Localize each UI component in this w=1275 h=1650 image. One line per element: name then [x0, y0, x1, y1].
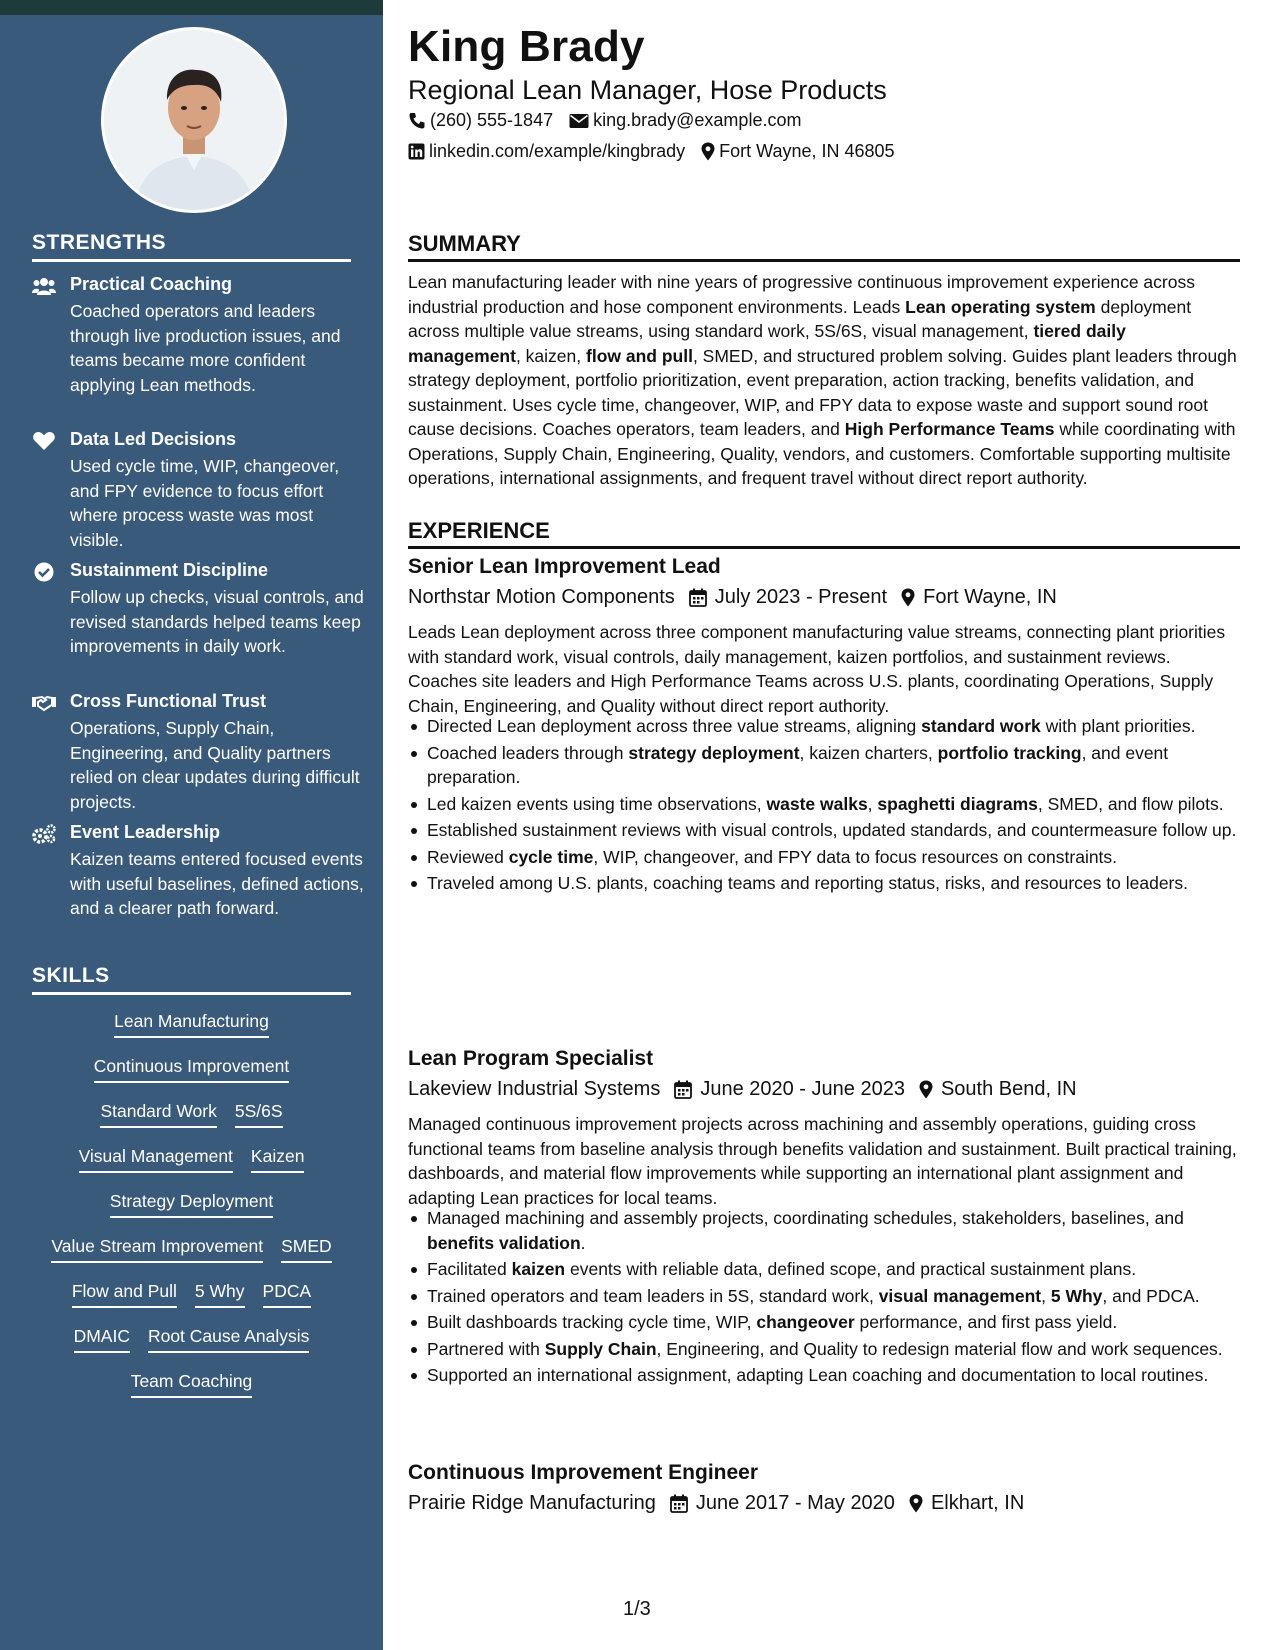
- summary-rule: [408, 259, 1240, 262]
- emphasis-text: strategy deployment: [628, 742, 800, 763]
- bullet-item: [408, 1284, 1240, 1309]
- text-run: , Engineering, and Quality to redesign material flow and work sequences.: [656, 1338, 1223, 1359]
- skill-tag: Standard Work: [100, 1100, 216, 1128]
- skill-row: [32, 1010, 351, 1055]
- bullet-item: [408, 1310, 1240, 1335]
- strength-desc: Operations, Supply Chain, Engineering, and Quality partners relied on clear updates during difficult projects.: [70, 718, 360, 812]
- emphasis-text: 5 Why: [1050, 1285, 1103, 1306]
- map-pin-icon: [919, 1080, 933, 1099]
- email-link[interactable]: king.brady@example.com: [593, 110, 802, 130]
- emphasis-text: tiered daily management: [408, 321, 1126, 366]
- emphasis-text: Supply Chain: [544, 1338, 657, 1359]
- gears-icon: [32, 824, 56, 844]
- text-run: Traveled among U.S. plants, coaching teams and reporting status, risks, and resources to leaders.: [427, 873, 1188, 893]
- text-run: performance, and first pass yield.: [854, 1312, 1118, 1332]
- text-run: Facilitated: [427, 1259, 512, 1279]
- company-name: Northstar Motion Components: [408, 586, 675, 608]
- text-run: ,: [867, 793, 878, 814]
- job-meta: [408, 586, 1057, 609]
- strength-desc: Coached operators and leaders through live production issues, and teams became more confident applying Lean methods.: [70, 301, 341, 395]
- bullet-item: [408, 871, 1240, 896]
- emphasis-text: spaghetti diagrams: [877, 793, 1038, 814]
- job-summary: Leads Lean deployment across three component manufacturing value streams, connecting plant priorities with standard work, visual controls, daily management, kaizen portfolios, and sustainment reviews. Coaches site leaders and High Performance Teams across U.S. plants, coordinating Operations, Supply Chain, Engineering, and Quality without direct report authority.: [408, 622, 1226, 716]
- candidate-name: King Brady: [408, 22, 645, 71]
- bullet-item: [408, 792, 1240, 817]
- strength-title: Event Leadership: [70, 822, 221, 842]
- strength-desc: Used cycle time, WIP, changeover, and FPY evidence to focus effort where process waste was most visible.: [70, 456, 340, 550]
- emphasis-text: benefits validation: [427, 1232, 581, 1253]
- skill-row: [32, 1325, 351, 1370]
- top-accent-bar: [0, 0, 383, 15]
- skill-row: [32, 1370, 351, 1415]
- company-name: Lakeview Industrial Systems: [408, 1078, 661, 1100]
- text-run: Reviewed: [427, 846, 509, 867]
- skill-tag: 5S/6S: [235, 1100, 283, 1128]
- calendar-icon: [670, 1494, 688, 1513]
- experience-rule: [408, 546, 1240, 549]
- users-icon: [32, 276, 56, 296]
- job-meta: [408, 1492, 1024, 1515]
- skill-row: [32, 1190, 351, 1235]
- text-run: , and event preparation.: [427, 742, 1169, 787]
- phone-text[interactable]: (260) 555-1847: [430, 110, 554, 130]
- job-position-title: Lean Program Specialist: [408, 1047, 654, 1070]
- job-meta: [408, 1078, 1077, 1101]
- job-dates: July 2023 - Present: [714, 586, 888, 608]
- text-run: Established sustainment reviews with visual controls, updated standards, and countermeasure follow up.: [427, 820, 1237, 840]
- skill-tag: Lean Manufacturing: [114, 1010, 269, 1038]
- strengths-rule: [32, 259, 351, 262]
- skill-row: [32, 1280, 351, 1325]
- skills-rule: [32, 992, 351, 995]
- strength-title: Cross Functional Trust: [70, 691, 267, 711]
- skill-row: [32, 1055, 351, 1100]
- job-position-title: Continuous Improvement Engineer: [408, 1461, 759, 1484]
- text-run: Directed Lean deployment across three value streams, aligning: [427, 716, 922, 736]
- job-bullets: [408, 1206, 1240, 1390]
- map-pin-icon: [901, 588, 915, 607]
- job-summary: Managed continuous improvement projects across machining and assembly operations, guiding cross functional teams from baseline analysis through benefits validation and sustainment. Built practical training, dashboards, and material flow improvements while supporting an international plant assignment and adapting Lean practices for local teams.: [408, 1114, 1237, 1208]
- check-circle-icon: [32, 562, 56, 582]
- phone-icon: [408, 112, 426, 130]
- skill-tag: Flow and Pull: [72, 1280, 177, 1308]
- skill-row: [32, 1145, 351, 1190]
- bullet-item: [408, 741, 1240, 790]
- linkedin-link[interactable]: linkedin.com/example/kingbrady: [429, 141, 686, 161]
- skill-tag: Value Stream Improvement: [51, 1235, 263, 1263]
- bullet-item: [408, 1337, 1240, 1362]
- bullet-item: [408, 1206, 1240, 1255]
- emphasis-text: High Performance Teams: [844, 419, 1055, 439]
- handshake-icon: [32, 693, 56, 713]
- job-location: Fort Wayne, IN: [923, 586, 1057, 608]
- skill-tag: Team Coaching: [131, 1370, 253, 1398]
- job-title-headline: Regional Lean Manager, Hose Products: [408, 75, 887, 105]
- text-run: Lean manufacturing leader with nine years of progressive continuous improvement experience across industrial production and hose component environments. Leads: [408, 272, 1195, 317]
- emphasis-text: kaizen: [511, 1259, 566, 1279]
- skill-tag: Kaizen: [251, 1145, 305, 1173]
- strength-desc: Follow up checks, visual controls, and revised standards helped teams keep improvements in daily work.: [70, 587, 364, 656]
- text-run: , kaizen charters,: [799, 742, 938, 763]
- text-run: deployment across multiple value streams, using standard work, 5S/6S, visual management,: [408, 296, 1192, 341]
- skill-tag: PDCA: [263, 1280, 312, 1308]
- map-pin-icon: [701, 142, 715, 161]
- text-run: with plant priorities.: [1040, 716, 1196, 736]
- emphasis-text: changeover: [756, 1312, 855, 1332]
- text-run: Built dashboards tracking cycle time, WIP,: [427, 1312, 757, 1332]
- skill-row: [32, 1100, 351, 1145]
- job-dates: June 2020 - June 2023: [700, 1078, 905, 1100]
- emphasis-text: standard work: [921, 716, 1041, 736]
- skill-tag: DMAIC: [74, 1325, 130, 1353]
- text-run: , kaizen,: [515, 345, 586, 366]
- text-run: , WIP, changeover, and FPY data to focus resources on constraints.: [593, 846, 1118, 867]
- text-run: Supported an international assignment, adapting Lean coaching and documentation to local routines.: [427, 1365, 1209, 1385]
- strength-title: Data Led Decisions: [70, 429, 237, 449]
- location-text: Fort Wayne, IN 46805: [719, 141, 895, 161]
- skill-tag: Strategy Deployment: [110, 1190, 273, 1218]
- text-run: Led kaizen events using time observations,: [427, 793, 767, 814]
- contact-row: [408, 141, 895, 162]
- calendar-icon: [674, 1080, 692, 1099]
- job-dates: June 2017 - May 2020: [695, 1492, 895, 1514]
- bullet-item: [408, 1257, 1240, 1282]
- skill-tag: Continuous Improvement: [94, 1055, 290, 1083]
- strength-title: Sustainment Discipline: [70, 560, 269, 580]
- emphasis-text: Lean operating system: [905, 296, 1096, 317]
- bullet-item: [408, 845, 1240, 870]
- emphasis-text: cycle time: [508, 846, 594, 867]
- skill-tag: Visual Management: [79, 1145, 233, 1173]
- summary-heading: SUMMARY: [408, 231, 521, 256]
- text-run: Trained operators and team leaders in 5S, standard work,: [427, 1285, 879, 1306]
- skill-tag: Root Cause Analysis: [148, 1325, 309, 1353]
- skill-row: [32, 1235, 351, 1280]
- skills-heading: SKILLS: [32, 964, 110, 987]
- contact-row: [408, 110, 801, 131]
- strengths-heading: STRENGTHS: [32, 231, 167, 254]
- envelope-icon: [569, 113, 589, 129]
- emphasis-text: waste walks: [766, 793, 868, 814]
- emphasis-text: portfolio tracking: [937, 742, 1082, 763]
- job-position-title: Senior Lean Improvement Lead: [408, 555, 721, 578]
- company-name: Prairie Ridge Manufacturing: [408, 1492, 656, 1514]
- text-run: Managed machining and assembly projects, coordinating schedules, stakeholders, baselines, and: [427, 1208, 1184, 1228]
- text-run: events with reliable data, defined scope, and practical sustainment plans.: [565, 1259, 1137, 1279]
- profile-photo: [101, 27, 287, 213]
- text-run: , and PDCA.: [1102, 1285, 1200, 1306]
- job-location: South Bend, IN: [940, 1078, 1077, 1100]
- emphasis-text: visual management: [878, 1285, 1042, 1306]
- strength-title: Practical Coaching: [70, 274, 233, 294]
- text-run: Partnered with: [427, 1338, 545, 1359]
- summary-text: [408, 270, 1240, 491]
- strength-desc: Kaizen teams entered focused events with useful baselines, defined actions, and a clearer path forward.: [70, 849, 364, 918]
- bullet-item: [408, 818, 1240, 843]
- job-bullets: [408, 714, 1240, 898]
- calendar-icon: [689, 588, 707, 607]
- experience-heading: EXPERIENCE: [408, 518, 550, 543]
- heart-icon: [32, 431, 56, 451]
- bullet-item: [408, 1363, 1240, 1388]
- linkedin-icon: [408, 143, 425, 160]
- text-run: while coordinating with Operations, Supply Chain, Engineering, Quality, vendors, and customers. Comfortable supporting multisite operations, international assignments, and frequent travel without direct report authority.: [408, 419, 1236, 488]
- skills-list: [32, 1010, 351, 1415]
- text-run: .: [580, 1232, 586, 1253]
- skill-tag: 5 Why: [195, 1280, 245, 1308]
- text-run: Coached leaders through: [427, 742, 629, 763]
- page-number: 1/3: [623, 1598, 651, 1620]
- text-run: , SMED, and flow pilots.: [1037, 793, 1224, 814]
- map-pin-icon: [909, 1494, 923, 1513]
- job-location: Elkhart, IN: [930, 1492, 1025, 1514]
- skill-tag: SMED: [281, 1235, 332, 1263]
- bullet-item: [408, 714, 1240, 739]
- emphasis-text: flow and pull: [586, 345, 693, 366]
- text-run: , SMED, and structured problem solving. Guides plant leaders through strategy deployment, portfolio prioritization, event preparation, action tracking, benefits validation, and sustainment. Uses cycle time, changeover, WIP, and FPY data to expose waste and support sound root cause decisions. Coaches operators, team leaders, and: [408, 345, 1237, 439]
- text-run: ,: [1041, 1285, 1051, 1306]
